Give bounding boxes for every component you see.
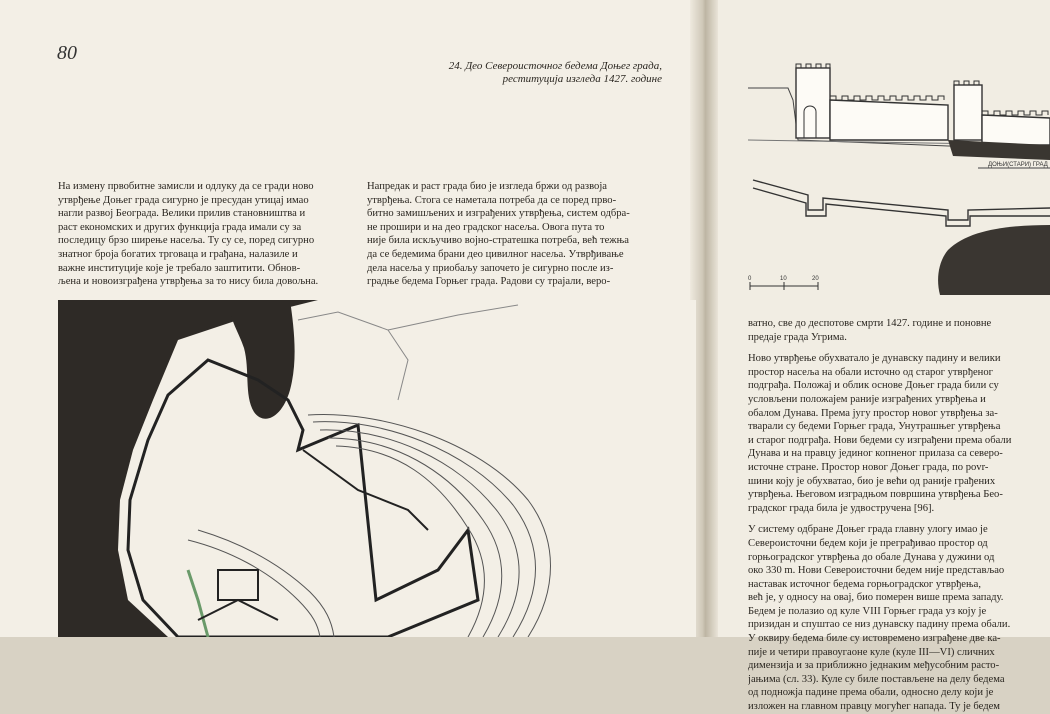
text-line: У оквиру бедема биле су истовремено изграђене две ка- (748, 633, 1001, 645)
fortress-site-plan (58, 300, 696, 637)
text-line: није била искључиво војно-стратешка потреба, већ тежња (367, 235, 629, 247)
text-line: раст економских и других функција града имали су за (58, 221, 302, 233)
figure-caption (380, 60, 662, 86)
elevation-svg (748, 60, 1050, 295)
text-column-3 (748, 317, 1042, 714)
text-line: димензија и за приближно једнаким међусобним расто- (748, 660, 1000, 672)
river-label: ДОЊИ(СТАРИ) ГРАД (988, 162, 1048, 168)
text-line: На измену првобитне замисли и одлуку да се гради ново (58, 181, 314, 192)
text-line: градског града била је удвостручена [96]. (748, 502, 935, 514)
scale-20: 20 (812, 276, 819, 282)
text-line: градње бедема Горњег града. Радови су трајали, веро- (367, 276, 611, 288)
text-line: последицу брзо ширење насеља. Ту су се, поред сигурно (58, 235, 315, 247)
text-column-1 (58, 180, 356, 289)
text-line: простор насеља на обали источно од старог утврђеног (748, 366, 993, 378)
paragraph-gap (748, 344, 1042, 352)
text-line: важне институције које је требало заштитити. Обнов- (58, 262, 301, 274)
wall-elevation-drawing (748, 60, 1050, 295)
text-line: утврђење Доњег града сигурно је пресудан утицај имао (58, 194, 309, 206)
text-column-2 (367, 180, 663, 289)
text-line: ватно, све до деспотове смрти 1427. године и поновне (748, 318, 992, 329)
text-line: изложен на главном правцу могућег напада. Ту је бедем (748, 701, 1001, 713)
text-line: пије и четири правоугаоне куле (куле III—VI) сличних (748, 646, 995, 658)
text-line: јањима (сл. 33). Куле су биле постављене на делу бедема (748, 673, 1005, 685)
caption-line-2: реституција изгледа 1427. године (502, 73, 662, 85)
text-line: Североисточни бедем који је преграђивао простор од (748, 537, 988, 549)
text-line: шини коју је обухватао, био је већи од раније грађених (748, 475, 996, 487)
text-line: подграђа. Положај и облик основе Доњег града били су (748, 380, 999, 392)
text-line: Дунава и на правцу јединог копненог прилаза са северо- (748, 448, 1003, 460)
text-line: утврђења. Стога се наметала потреба да се поред прво- (367, 194, 617, 206)
text-line: утврђења. Његовом изградњом површина утврђења Бео- (748, 489, 1003, 501)
text-line: предаје града Угрима. (748, 331, 847, 343)
text-line: обалом Дунава. Према југу простор новог утврђења за- (748, 407, 998, 419)
text-line: нагли развој Београда. Велики прилив становништва и (58, 208, 306, 220)
text-line: горњоградског утврђења до обале Дунава у дужини од (748, 551, 995, 563)
text-line: и старог подграђа. Нови бедеми су изграђени према обали (748, 434, 1012, 446)
paragraph-gap (748, 515, 1042, 523)
text-line: Напредак и раст града био је изгледа бржи од развоја (367, 181, 607, 192)
text-line: наставак источног бедема горњоградског утврђења, (748, 578, 981, 590)
text-line: око 330 m. Нови Североисточни бедем није представљао (748, 565, 1005, 577)
text-line: тварали су бедеми Горњег града, Унутрашњег утврђења (748, 421, 1001, 433)
text-line: Бедем је полазио од куле VIII Горњег града уз коју је (748, 605, 987, 617)
text-line: да се бедемима брани део цивилног насеља. Утврђивање (367, 248, 624, 260)
text-line: љена и новоизграђена утврђења за то нису била довољна. (58, 276, 319, 288)
text-line: источне стране. Простор новог Доњег града, по povr- (748, 461, 989, 473)
text-line: дела насеља у приобаљу започето је сигурно после из- (367, 262, 614, 274)
text-line: призидан и спуштао се низ дунавску падину према обали. (748, 619, 1011, 631)
scale-10: 10 (780, 276, 787, 282)
text-line: У систему одбране Доњег града главну улогу имао је (748, 524, 988, 536)
caption-line-1: 24. Део Североисточног бедема Доњег града, (448, 60, 662, 72)
text-line: од подножја падине према обали, односно делу који је (748, 687, 994, 699)
text-line: не прошири и на део градског насеља. Овога пута то (367, 221, 605, 233)
text-line: битно замишљених и изграђених утврђења, систем одбра- (367, 208, 630, 220)
text-line: Ново утврђење обухватало је дунавску падину и велики (748, 353, 1001, 365)
page-number: 80 (57, 42, 77, 64)
scale-0: 0 (748, 276, 752, 282)
text-line: условљени положајем раније изграђених утврђења и (748, 393, 986, 405)
site-plan-drawing (58, 300, 696, 637)
text-line: већ је, у односу на овај, био померен више према западу. (748, 592, 1004, 604)
text-line: знатног броја богатих трговаца и грађана, налазиле и (58, 248, 298, 260)
